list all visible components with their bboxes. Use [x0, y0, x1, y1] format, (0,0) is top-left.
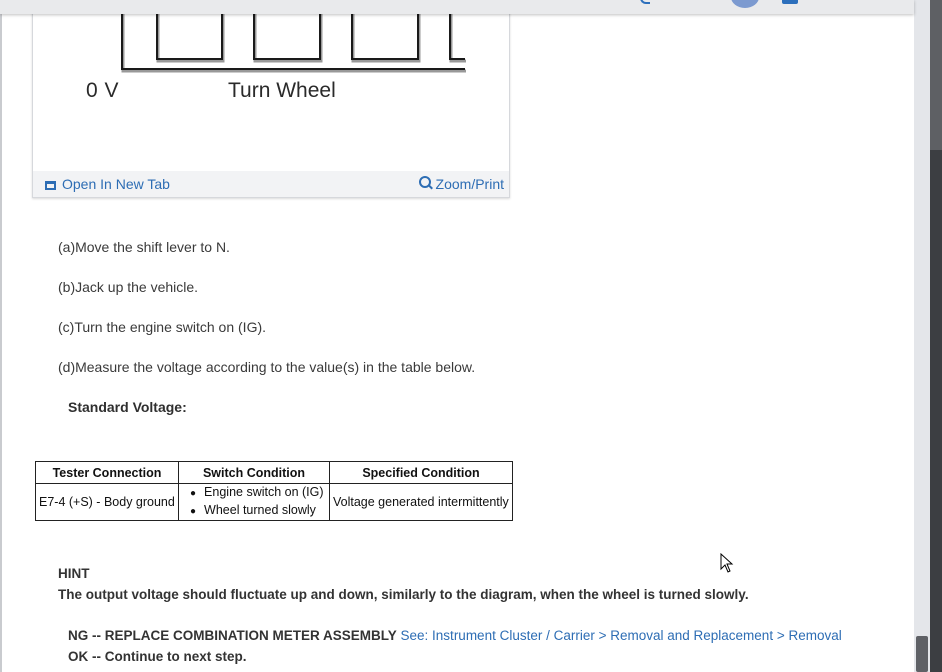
document-icon[interactable] — [782, 0, 798, 4]
cell-specified-condition: Voltage generated intermittently — [330, 484, 513, 521]
switch-condition-list — [182, 484, 326, 520]
ng-result — [68, 628, 842, 643]
step-c: (c)Turn the engine switch on (IG). — [58, 319, 267, 335]
table-header-row — [36, 462, 513, 484]
open-tab-label: Open In New Tab — [62, 176, 170, 192]
search-icon[interactable] — [640, 0, 650, 4]
avatar[interactable] — [731, 0, 759, 8]
scrollbar-thumb[interactable] — [916, 636, 928, 672]
zoom-icon — [419, 176, 433, 190]
top-toolbar — [0, 0, 914, 14]
open-tab-icon — [45, 181, 56, 190]
mouse-cursor-icon — [720, 553, 734, 573]
ok-result: OK -- Continue to next step. — [68, 649, 247, 664]
header-specified-condition: Specified Condition — [330, 462, 513, 484]
zoom-print-label: Zoom/Print — [435, 176, 504, 192]
left-gutter — [0, 0, 2, 672]
table-row — [36, 484, 513, 521]
header-tester-connection: Tester Connection — [36, 462, 179, 484]
scrollbar-track-lower[interactable] — [930, 150, 942, 672]
switch-condition-item: ● Wheel turned slowly — [190, 502, 326, 520]
ng-label: NG -- REPLACE COMBINATION METER ASSEMBLY — [68, 628, 397, 643]
cell-switch-condition — [179, 484, 330, 521]
step-b: (b)Jack up the vehicle. — [58, 279, 199, 295]
hint-text: The output voltage should fluctuate up and down, similarly to the diagram, when the wheel is turned slowly. — [58, 587, 749, 602]
step-a: (a)Move the shift lever to N. — [58, 239, 230, 255]
ng-link[interactable]: See: Instrument Cluster / Carrier > Removal and Replacement > Removal — [400, 628, 842, 643]
figure-card — [32, 0, 510, 198]
switch-condition-item: ● Engine switch on (IG) — [190, 484, 326, 502]
header-switch-condition: Switch Condition — [179, 462, 330, 484]
standard-voltage-table — [35, 461, 513, 521]
hint-title: HINT — [58, 566, 90, 581]
zero-volt-label: 0 V — [86, 79, 120, 102]
cell-tester-connection: E7-4 (+S) - Body ground — [36, 484, 179, 521]
standard-voltage-title: Standard Voltage: — [68, 399, 187, 415]
figure-footer — [33, 171, 509, 197]
step-d: (d)Measure the voltage according to the value(s) in the table below. — [58, 359, 476, 375]
open-in-new-tab-link[interactable] — [45, 176, 170, 192]
waveform-diagram — [33, 0, 509, 167]
turn-wheel-label: Turn Wheel — [228, 79, 336, 102]
zoom-print-link[interactable] — [419, 176, 504, 192]
